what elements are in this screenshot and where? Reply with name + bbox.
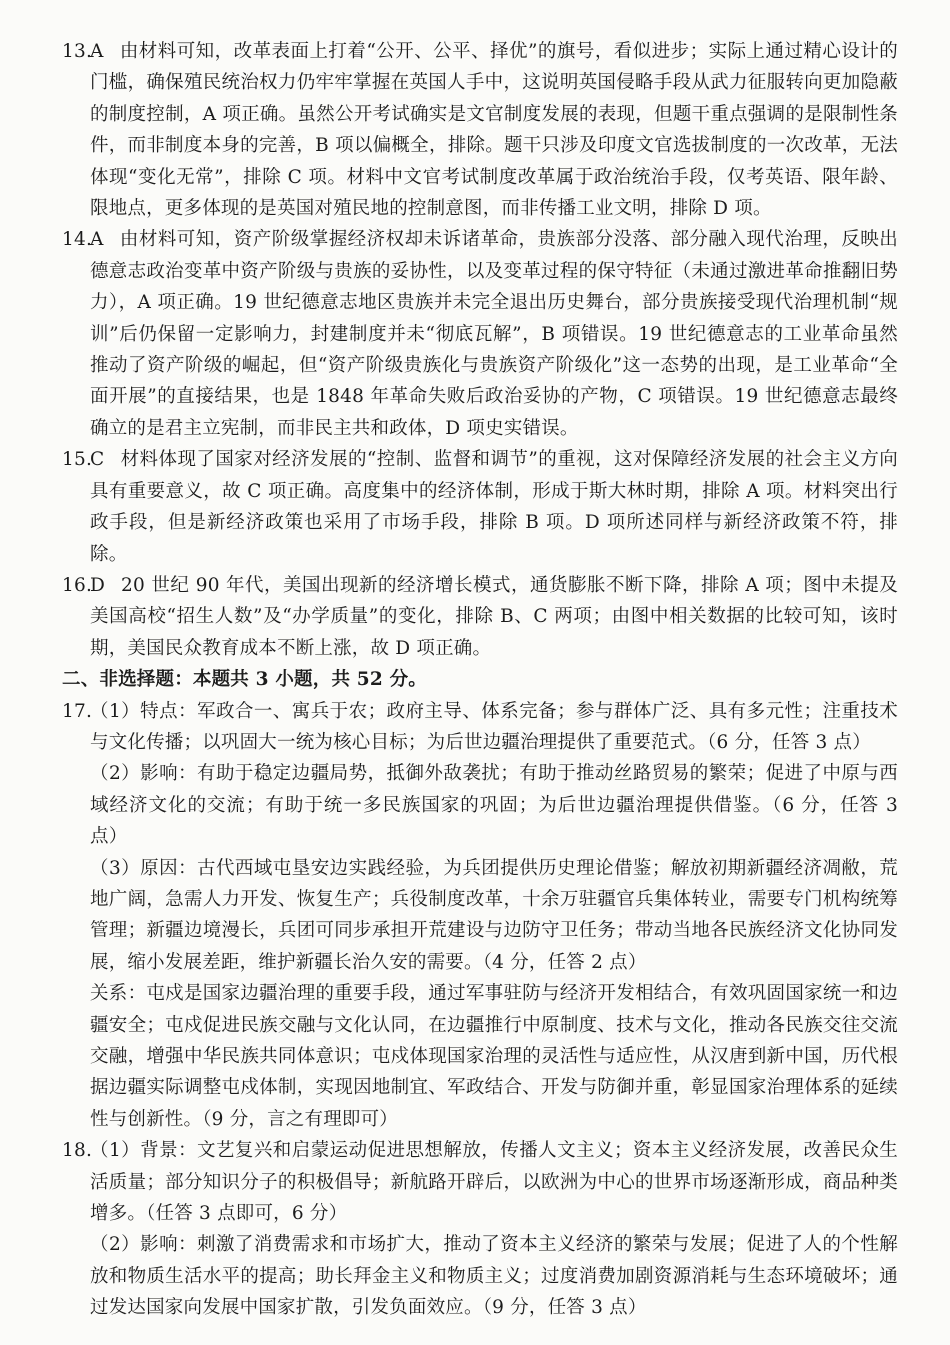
answer-item-18 (62, 1135, 898, 1323)
answer-part-1: （1）背景：文艺复兴和启蒙运动促进思想解放，传播人文主义；资本主义经济发展，改善民众生活质量；部分知识分子的积极倡导；新航路开辟后，以欧洲为中心的世界市场逐渐形成，商品种类增多。（任答 3 点即可，6 分） (90, 1140, 898, 1225)
answer-choice: A (90, 41, 104, 62)
question-number: 18. (62, 1140, 93, 1162)
answer-parts (90, 1135, 898, 1323)
explanation-text: 20 世纪 90 年代，美国出现新的经济增长模式，通货膨胀不断下降，排除 A 项；图中未提及美国高校“招生人数”及“办学质量”的变化，排除 B、C 两项；由图中相关数据的比较可知，该时期，美国民众教育成本不断上涨，故 D 项正确。 (90, 574, 898, 659)
answer-explanation (90, 444, 898, 570)
question-number: 13. (62, 41, 93, 62)
explanation-text: 由材料可知，资产阶级掌握经济权却未诉诸革命，贵族部分没落、部分融入现代治理，反映出德意志政治变革中资产阶级与贵族的妥协性，以及变革过程的保守特征（未通过激进革命推翻旧势力），A 项正确。19 世纪德意志地区贵族并未完全退出历史舞台，部分贵族接受现代治理机制“规训”后仍保留一定影响力，封建制度并未“彻底瓦解”，B 项错误。19 世纪德意志的工业革命虽然推动了资产阶级的崛起，但“资产阶级贵族化与贵族资产阶级化”这一态势的出现，是工业革命“全面开展”的直接结果，也是 1848 年革命失败后政治妥协的产物，C 项错误。19 世纪德意志最终确立的是君主立宪制，而非民主共和政体，D 项史实错误。 (90, 229, 898, 439)
answer-part-relation: 关系：屯戍是国家边疆治理的重要手段，通过军事驻防与经济开发相结合，有效巩固国家统一和边疆安全；屯戍促进民族交融与文化认同，在边疆推行中原制度、技术与文化，推动各民族交往交流交融，增强中华民族共同体意识；屯戍体现国家治理的灵活性与适应性，从汉唐到新中国，历代根据边疆实际调整屯戍体制，实现因地制宜、军政结合、开发与防御并重，彰显国家治理体系的延续性与创新性。（9 分，言之有理即可） (90, 983, 898, 1130)
answer-part-2: （2）影响：刺激了消费需求和市场扩大，推动了资本主义经济的繁荣与发展；促进了人的个性解放和物质生活水平的提高；助长拜金主义和物质主义；过度消费加剧资源消耗与生态环境破坏；通过发达国家向发展中国家扩散，引发负面效应。（9 分，任答 3 点） (90, 1234, 898, 1319)
answer-item-17 (62, 696, 898, 1136)
answer-item-16 (62, 570, 898, 664)
answer-item-15 (62, 444, 898, 570)
answer-part-3: （3）原因：古代西域屯垦安边实践经验，为兵团提供历史理论借鉴；解放初期新疆经济凋敝，荒地广阔，急需人力开发、恢复生产；兵役制度改革，十余万驻疆官兵集体转业，需要专门机构统筹管理；新疆边境漫长，兵团可同步承担开荒建设与边防守卫任务；带动当地各民族经济文化协同发展，缩小发展差距，维护新疆长治久安的需要。（4 分，任答 2 点） (90, 857, 898, 973)
answer-parts (90, 696, 898, 1136)
answer-explanation (90, 570, 898, 664)
explanation-text: 材料体现了国家对经济发展的“控制、监督和调节”的重视，这对保障经济发展的社会主义方向具有重要意义，故 C 项正确。高度集中的经济体制，形成于斯大林时期，排除 A 项。材料突出行政手段，但是新经济政策也采用了市场手段，排除 B 项。D 项所述同样与新经济政策不符，排除。 (90, 449, 898, 565)
question-number: 17. (62, 700, 93, 722)
answer-choice: C (90, 449, 105, 471)
question-number: 16. (62, 574, 93, 596)
answer-choice: D (90, 574, 106, 596)
section-heading: 二、非选择题：本题共 3 小题，共 52 分。 (62, 669, 427, 691)
answer-part-2: （2）影响：有助于稳定边疆局势，抵御外敌袭扰；有助于推动丝路贸易的繁荣；促进了中原与西域经济文化的交流；有助于统一多民族国家的巩固；为后世边疆治理提供借鉴。（6 分，任答 3 点） (90, 763, 898, 848)
answer-choice: A (90, 229, 104, 251)
answer-explanation (90, 36, 898, 224)
explanation-text: 由材料可知，改革表面上打着“公开、公平、择优”的旗号，看似进步；实际上通过精心设计的门槛，确保殖民统治权力仍牢牢掌握在英国人手中，这说明英国侵略手段从武力征服转向更加隐蔽的制度控制，A 项正确。虽然公开考试确实是文官制度发展的表现，但题干重点强调的是限制性条件，而非制度本身的完善，B 项以偏概全，排除。题干只涉及印度文官选拔制度的一次改革，无法体现“变化无常”，排除 C 项。材料中文官考试制度改革属于政治统治手段，仅考英语、限年龄、限地点，更多体现的是英国对殖民地的控制意图，而非传播工业文明，排除 D 项。 (90, 41, 898, 220)
answer-item-14 (62, 224, 898, 444)
answer-part-1: （1）特点：军政合一、寓兵于农；政府主导、体系完备；参与群体广泛、具有多元性；注重技术与文化传播；以巩固大一统为核心目标；为后世边疆治理提供了重要范式。（6 分，任答 3 点） (90, 700, 898, 753)
answer-explanation (90, 224, 898, 444)
question-number: 15. (62, 449, 93, 471)
question-number: 14. (62, 229, 93, 251)
answer-item-13 (62, 36, 898, 224)
